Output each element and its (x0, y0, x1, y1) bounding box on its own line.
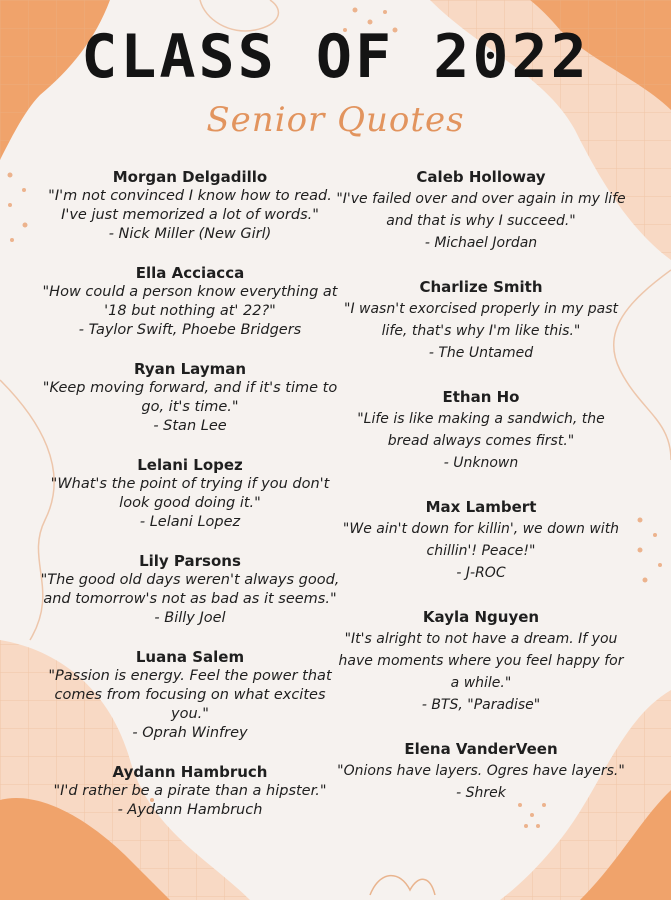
quotes-column-left (40, 167, 340, 820)
student-name: Ryan Layman (133, 360, 247, 378)
student-name: Lelani Lopez (137, 456, 243, 474)
quote-entry (40, 551, 340, 628)
quote-text: "Keep moving forward, and if it's time to go, it's time." (42, 380, 338, 415)
quote-text: "The good old days weren't always good, and tomorrow's not as bad as it seems." (40, 572, 340, 607)
quote-entry (40, 263, 340, 340)
quote-entry (40, 359, 340, 436)
quote-author: - Stan Lee (153, 418, 227, 434)
page-subtitle: Senior Quotes (206, 100, 465, 140)
quote-author: - Oprah Winfrey (132, 725, 248, 741)
student-name: Kayla Nguyen (422, 608, 540, 626)
student-name: Luana Salem (135, 648, 245, 666)
quote-author: - Billy Joel (154, 610, 226, 626)
student-name: Ethan Ho (442, 388, 520, 406)
quote-text: "Life is like making a sandwich, the bread always comes first." (357, 411, 605, 449)
quote-text: "What's the point of trying if you don't look good doing it." (50, 476, 330, 511)
student-name: Caleb Holloway (416, 168, 546, 186)
quote-text: "It's alright to not have a dream. If you have moments where you feel happy for a while." (338, 631, 624, 691)
student-name: Charlize Smith (419, 278, 543, 296)
quote-text: "I've failed over and over again in my life and that is why I succeed." (336, 191, 626, 229)
squiggle-bottom (370, 876, 435, 895)
quote-entry (336, 276, 626, 364)
quote-author: - Nick Miller (New Girl) (108, 226, 272, 242)
quote-entry (40, 762, 340, 820)
quote-entry (336, 738, 626, 804)
quote-text: "How could a person know everything at '18 but nothing at' 22?" (42, 284, 338, 319)
quote-text: "I wasn't exorcised properly in my past life, that's why I'm like this." (344, 301, 618, 339)
quote-text: "I'm not convinced I know how to read. I've just memorized a lot of words." (48, 188, 332, 223)
quote-author: - Unknown (443, 455, 519, 471)
quote-entry (336, 496, 626, 584)
student-name: Morgan Delgadillo (112, 168, 268, 186)
quotes-column-right (336, 166, 626, 804)
quote-entry (40, 647, 340, 743)
quote-entry (40, 167, 340, 244)
quote-entry (336, 166, 626, 254)
quote-author: - BTS, "Paradise" (421, 697, 541, 713)
page-title: CLASS OF 2022 (81, 22, 590, 92)
quote-text: "We ain't down for killin', we down with chillin'! Peace!" (342, 521, 620, 559)
quote-author: - Taylor Swift, Phoebe Bridgers (78, 322, 302, 338)
quote-text: "I'd rather be a pirate than a hipster." (53, 783, 327, 799)
quote-author: - Lelani Lopez (139, 514, 241, 530)
student-name: Elena VanderVeen (404, 740, 558, 758)
student-name: Max Lambert (425, 498, 537, 516)
quote-author: - Shrek (456, 785, 506, 801)
student-name: Ella Acciacca (135, 264, 245, 282)
quote-entry (336, 386, 626, 474)
quote-author: - Aydann Hambruch (117, 802, 263, 818)
quote-entry (336, 606, 626, 716)
quote-author: - Michael Jordan (424, 235, 538, 251)
quote-text: "Passion is energy. Feel the power that comes from focusing on what excites you." (48, 668, 332, 722)
quote-text: "Onions have layers. Ogres have layers." (337, 763, 625, 779)
quote-author: - The Untamed (428, 345, 534, 361)
student-name: Aydann Hambruch (112, 763, 268, 781)
student-name: Lily Parsons (139, 552, 241, 570)
quote-entry (40, 455, 340, 532)
quote-author: - J-ROC (456, 565, 506, 581)
